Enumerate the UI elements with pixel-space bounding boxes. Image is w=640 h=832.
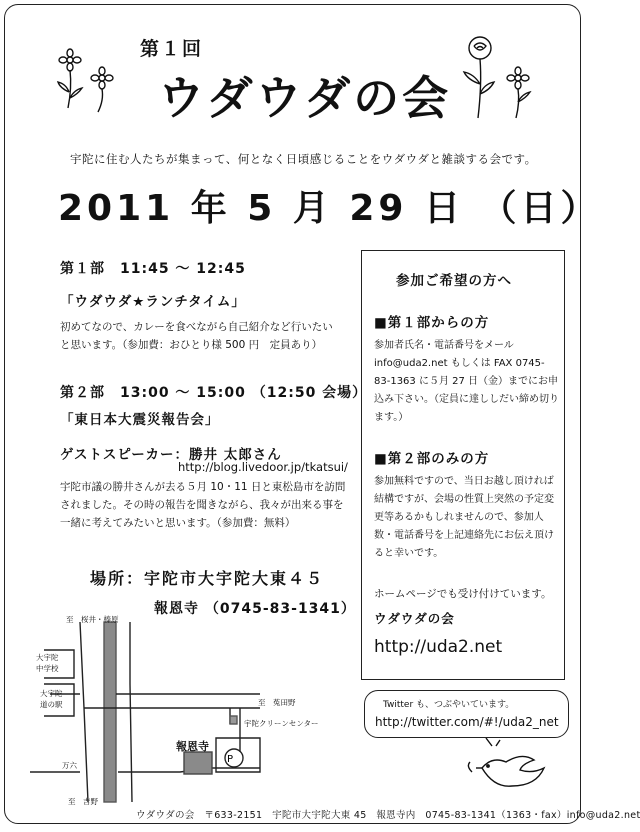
registration-info-box	[361, 250, 565, 680]
part1-body: 初めてなので、カレーを食べながら自己紹介など行いたいと思います。（参加費：おひとり様 500 円 定員あり）	[60, 321, 333, 351]
venue-temple: 報恩寺 （0745-83-1341）	[154, 601, 356, 617]
map-label-left: 万六	[62, 761, 77, 770]
homepage-note: ホームページでも受け付けています。	[374, 588, 552, 600]
homepage-link[interactable]: http://uda2.net	[374, 637, 503, 657]
event-title: ウダウダの会	[158, 71, 452, 125]
map-label-right: 至 菟田野	[258, 698, 296, 707]
part1-heading: 第１部 11:45 〜 12:45	[60, 261, 246, 277]
guest-speaker: ゲストスピーカー：勝井 太郎さん	[60, 447, 282, 463]
map-label-bottom: 至 吉野	[68, 797, 98, 806]
info-part2-heading: ■第２部のみの方	[374, 451, 490, 467]
org-name: ウダウダの会	[374, 611, 455, 626]
map-label-school: 大宇陀 中学校	[36, 653, 59, 673]
info-part1-body: 参加者氏名・電話番号をメール info@uda2.net もしくは FAX 0745-83-1363 に５月 27 日（金）までにお申込み下さい。（定員に達ししだい締め切ります。）	[374, 340, 559, 423]
part2-subtitle: 「東日本大震災報告会」	[60, 412, 220, 428]
flower-illustration-left	[58, 48, 128, 116]
info-part2-body: 参加無料ですので、当日お越し頂ければ結構ですが、会場の性質上突然の予定変更等あるかもしれませんので、参加人数・電話番号を上記連絡先にお伝え頂けると幸いです。	[374, 476, 554, 559]
bird-icon	[462, 738, 552, 798]
access-map	[30, 612, 340, 808]
edition-label: 第１回	[140, 38, 204, 60]
info-box-title: 参加ご希望の方へ	[396, 273, 512, 289]
part2-body: 宇陀市議の勝井さんが去る５月 10・11 日と東松島市を訪問されました。その時の報告を聞きながら、我々が出来る事を一緒に考えてみたいと思います。（参加費：無料）	[60, 481, 346, 529]
venue-address: 場所：宇陀市大宇陀大東４５	[90, 569, 325, 588]
event-date: 2011 年 5 月 29 日 （日）	[58, 188, 601, 229]
info-part1-heading: ■第１部からの方	[374, 315, 490, 331]
footer-contact: ウダウダの会 〒633-2151 宇陀市大宇陀大東 45 報恩寺内 0745-83-1341（1363・fax）info@uda2.net	[136, 810, 640, 821]
map-label-center: 宇陀クリーンセンター	[244, 719, 319, 728]
guest-blog-link[interactable]: http://blog.livedoor.jp/tkatsui/	[178, 460, 348, 474]
intro-text: 宇陀に住む人たちが集まって、何となく日頃感じることをウダウダと雑談する会です。	[70, 152, 537, 166]
map-label-temple: 報恩寺	[176, 740, 209, 753]
part1-subtitle: 「ウダウダ★ランチタイム」	[60, 294, 246, 310]
twitter-note: Twitter も、つぶやいています。	[383, 700, 515, 710]
map-label-top: 至 桜井・榛原	[66, 615, 119, 624]
parking-icon: P	[226, 754, 234, 765]
map-label-station: 大宇陀 道の駅	[40, 689, 63, 709]
twitter-bubble	[364, 690, 569, 738]
twitter-link[interactable]: http://twitter.com/#!/uda2_net	[375, 715, 559, 729]
flower-illustration-right	[460, 34, 540, 120]
part2-heading: 第２部 13:00 〜 15:00 （12:50 会場）	[60, 385, 368, 401]
